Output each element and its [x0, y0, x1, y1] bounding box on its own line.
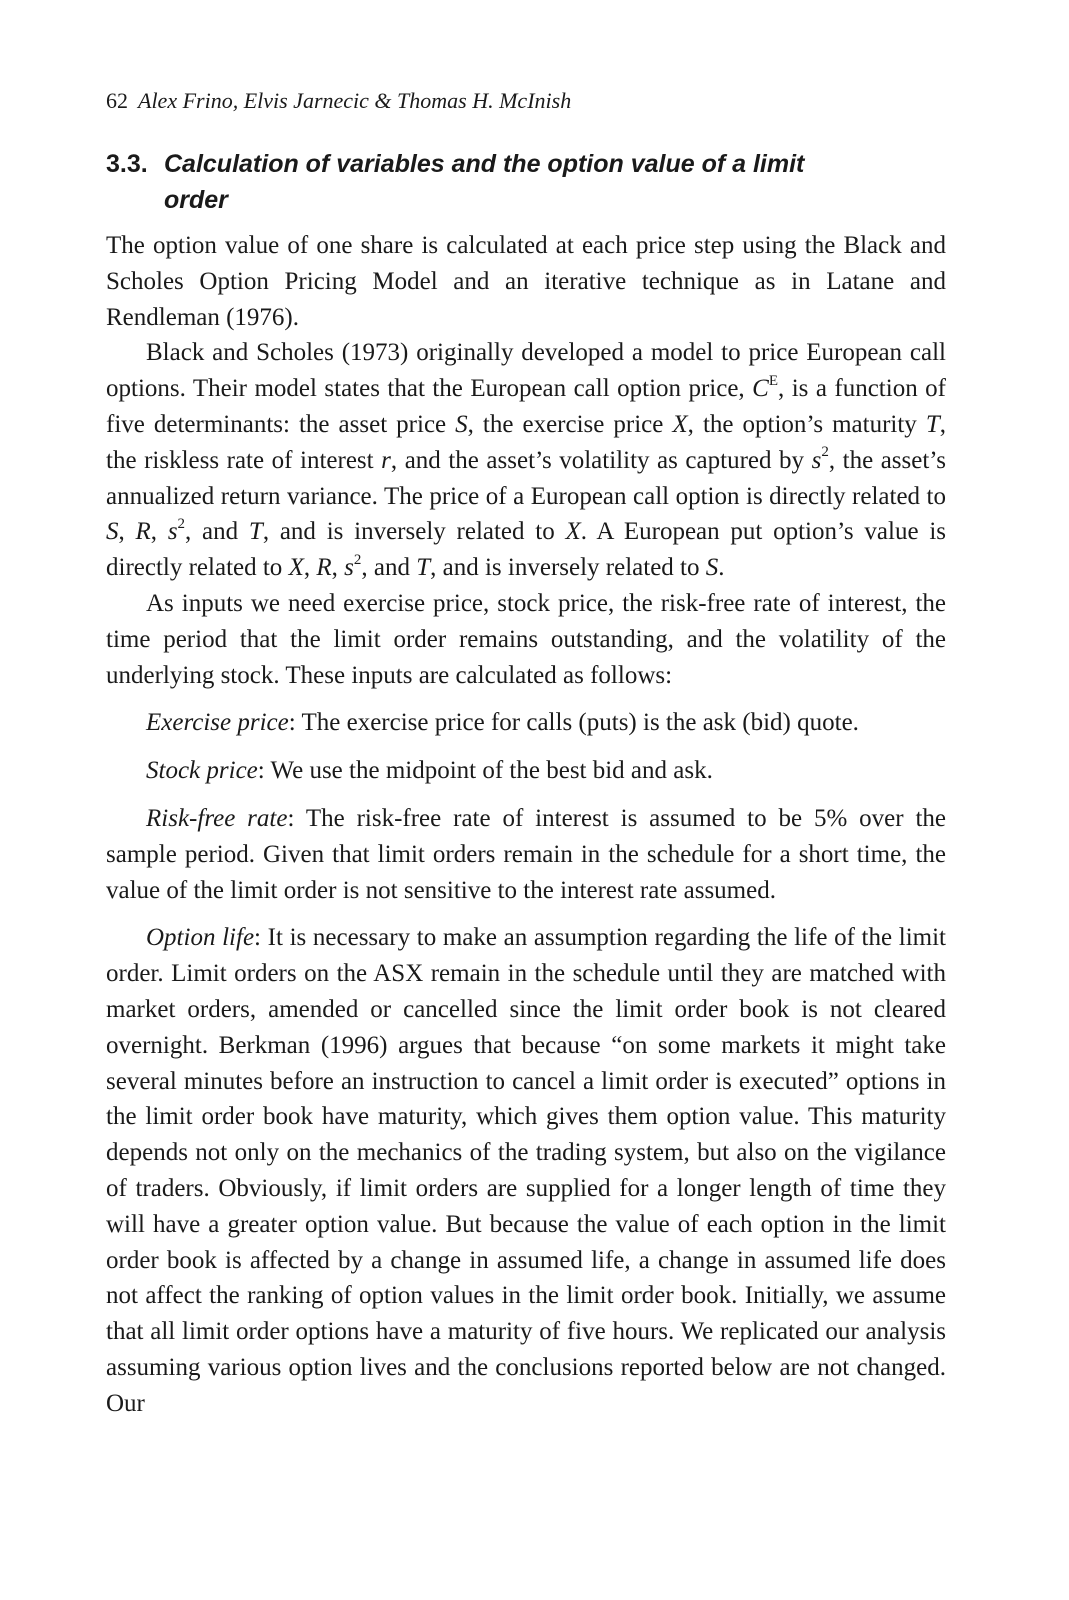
- page-number: 62: [106, 88, 128, 113]
- list-item-risk-free-rate: Risk-free rate: The risk-free rate of interest is assumed to be 5% over the sample period. Given that limit orders remain in the schedule for a short time, the value of the limit order is not sensitive to the interest rate assumed.: [106, 804, 947, 904]
- section-number: 3.3.: [106, 150, 148, 178]
- running-head-authors: Alex Frino, Elvis Jarnecic & Thomas H. McInish: [138, 88, 572, 113]
- paragraph-black-scholes: Black and Scholes (1973) originally developed a model to price European call options. Their model states that the European call option price, $C^E$, is a function of five determinants: the asset price S, the exercise price X, the option’s maturity T, the riskless rate of interest r, and the asset’s volatility as captured by $s^2$, the asset’s annualized return variance. The price of a European call option is directly related to S, R, $s^2$, and T, and is inversely related to X. A European put option’s value is directly related to X, R, $s^2$, and T, and is inversely related to S.: [106, 339, 946, 582]
- paragraph-intro: The option value of one share is calculated at each price step using the Black and Scholes Option Pricing Model and an iterative technique as in Latane and Rendleman (1976).: [106, 232, 946, 331]
- body-text: [106, 228, 946, 1422]
- section-title: Calculation of variables and the option value of a limit order: [164, 150, 805, 214]
- section-heading: [106, 146, 826, 218]
- list-item-stock-price: Stock price: We use the midpoint of the best bid and ask.: [146, 757, 713, 785]
- list-item-option-life: Option life: It is necessary to make an assumption regarding the life of the limit order. Limit orders on the ASX remain in the schedule until they are matched with market orders, amended or cancelled since the limit order book is not cleared overnight. Berkman (1996) argues that because “on some markets it might take several minutes before an instruction to cancel a limit order is executed” options in the limit order book have maturity, which gives them option value. This maturity depends not only on the mechanics of the trading system, but also on the vigilance of traders. Obviously, if limit orders are supplied for a longer length of time they will have a greater option value. But because the value of each option in the limit order book is affected by a change in assumed life, a change in assumed life does not affect the ranking of option values in the limit order book. Initially, we assume that all limit order options have a maturity of five hours. We replicated our analysis assuming various option lives and the conclusions reported below are not changed. Our: [106, 924, 946, 1417]
- list-item-exercise-price: Exercise price: The exercise price for calls (puts) is the ask (bid) quote.: [146, 709, 859, 737]
- running-head: [106, 86, 571, 116]
- paragraph-inputs: As inputs we need exercise price, stock price, the risk-free rate of interest, the time period that the limit order remains outstanding, and the volatility of the underlying stock. These inputs are calculated as follows:: [106, 589, 946, 689]
